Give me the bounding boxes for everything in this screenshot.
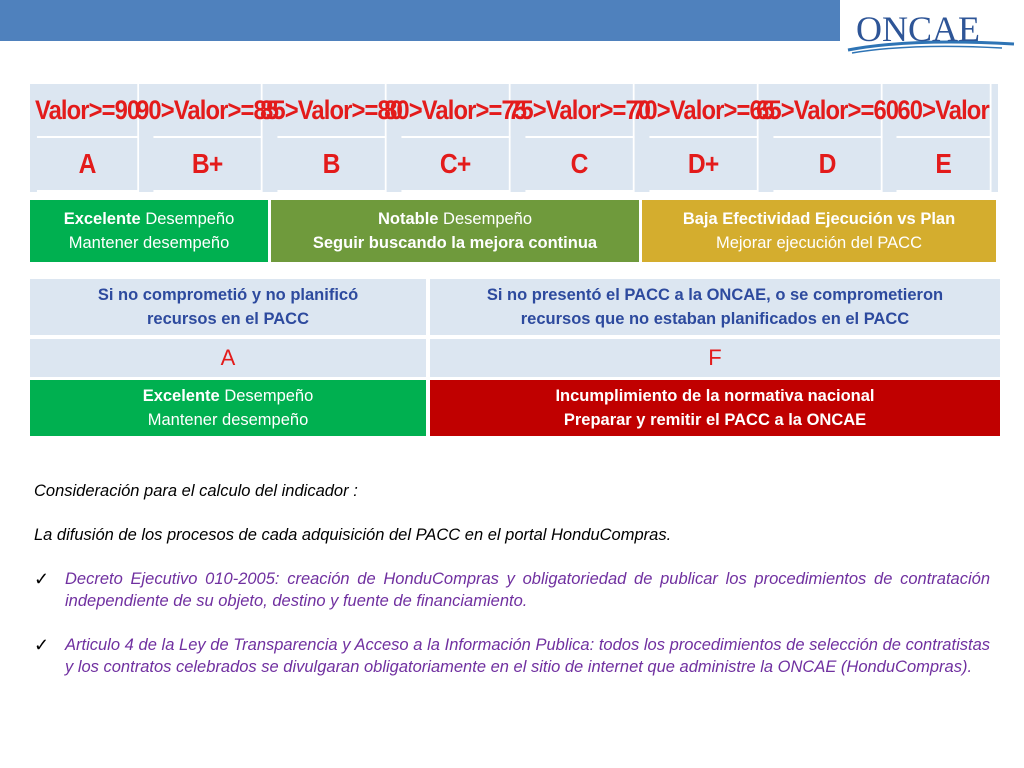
condition-line: Si no comprometió y no planificó [97, 286, 359, 304]
notes-intro: La difusión de los procesos de cada adquisición del PACC en el portal HonduCompras. [34, 526, 672, 544]
grade-f-cell: F [430, 339, 1000, 377]
grade-cell: C+ [401, 138, 510, 192]
header-bar [0, 0, 840, 41]
range-cell: 75>Valor>=70 [525, 84, 634, 138]
condition-line: recursos en el PACC [146, 310, 309, 328]
condition-line: Si no presentó el PACC a la ONCAE, o se comprometieron [486, 286, 944, 304]
grade-scale-table [30, 84, 998, 192]
oncae-logo [842, 4, 1018, 60]
range-cell: 70>Valor>=65 [649, 84, 758, 138]
special-excellent-title: Excelente Desempeño [142, 387, 314, 405]
condition-line: recursos que no estaban planificados en el PACC [520, 310, 910, 328]
excellent-title: Excelente Desempeño [63, 210, 235, 228]
notable-title: Notable Desempeño [377, 210, 533, 228]
low-performance-box [642, 200, 996, 262]
noncompliance-title: Incumplimiento de la normativa nacional [555, 387, 875, 405]
logo-text: ONCAE [856, 9, 980, 49]
range-cell: 80>Valor>=75 [401, 84, 510, 138]
notable-performance-box [271, 200, 639, 262]
grade-cell: E [896, 138, 991, 192]
grade-cell: D+ [649, 138, 758, 192]
grade-cell: A [37, 138, 139, 192]
range-cell: 90>Valor>=85 [153, 84, 262, 138]
list-item [34, 568, 990, 612]
list-item-text: Articulo 4 de la Ley de Transparencia y Acceso a la Información Publica: todos los procedimientos de selección de contratistas y los contratos celebrados se divulgaran obligatoriamente en el sitio de internet que administre la ONCAE (HonduCompras). [65, 636, 990, 676]
noncompliance-action: Preparar y remitir el PACC a la ONCAE [563, 411, 867, 429]
grade-cell: B [277, 138, 386, 192]
low-title: Baja Efectividad Ejecución vs Plan [682, 210, 956, 228]
range-cell: 85>Valor>=80 [277, 84, 386, 138]
noncompliance-box [430, 380, 1000, 436]
list-item [34, 634, 990, 678]
range-cell: Valor>=90 [37, 84, 139, 138]
grade-cell: C [525, 138, 634, 192]
indicator-notes [34, 480, 990, 700]
low-action: Mejorar ejecución del PACC [715, 234, 923, 252]
range-cell: 60>Valor [896, 84, 991, 138]
checkmark-icon: ✓ [34, 569, 50, 589]
notable-action: Seguir buscando la mejora continua [312, 234, 598, 252]
not-presented-condition [430, 279, 1000, 335]
checkmark-icon: ✓ [34, 635, 50, 655]
grade-cell: B+ [153, 138, 262, 192]
special-excellent-action: Mantener desempeño [147, 411, 309, 429]
grade-a-cell: A [30, 339, 426, 377]
excellent-action: Mantener desempeño [68, 234, 230, 252]
special-excellent-box [30, 380, 426, 436]
excellent-performance-box [30, 200, 268, 262]
list-item-text: Decreto Ejecutivo 010-2005: creación de HonduCompras y obligatoriedad de publicar los procedimientos de contratación independiente de su objeto, destino y fuente de financiamiento. [65, 570, 990, 610]
range-cell: 65>Valor>=60 [773, 84, 882, 138]
notes-heading: Consideración para el calculo del indicador : [34, 482, 358, 500]
not-committed-condition [30, 279, 426, 335]
grade-cell: D [773, 138, 882, 192]
